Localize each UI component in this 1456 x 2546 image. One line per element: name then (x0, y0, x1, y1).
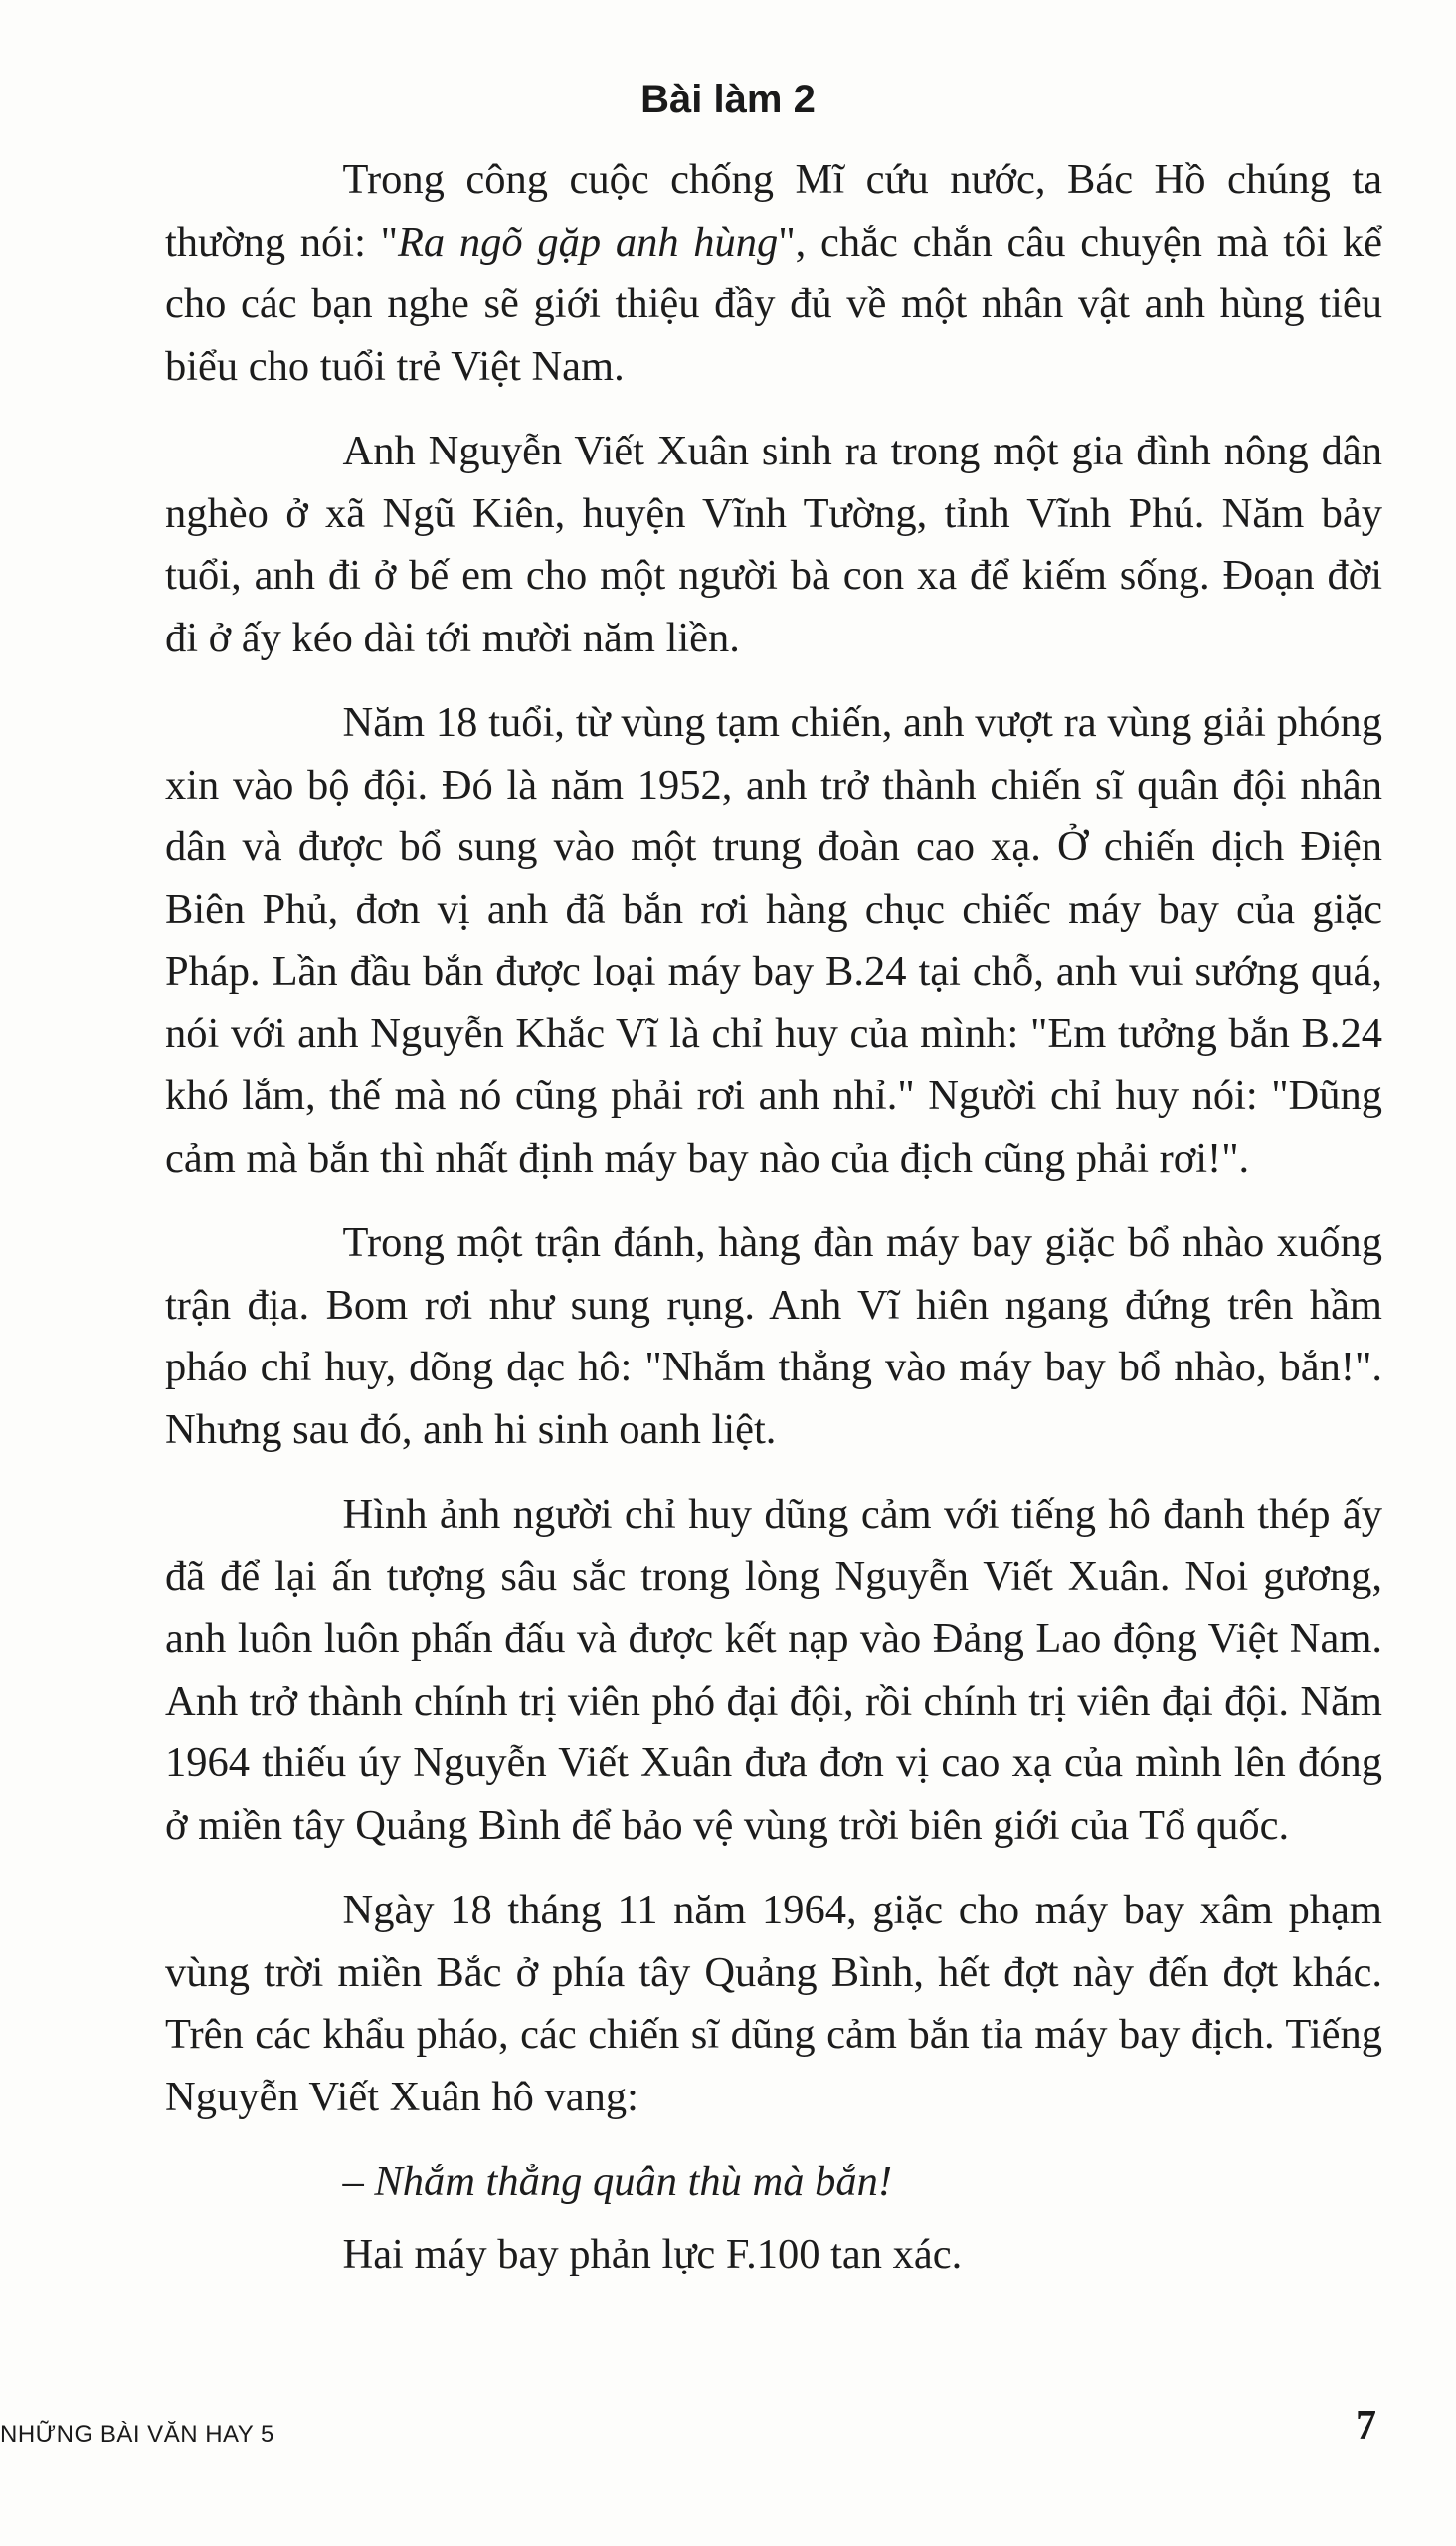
paragraph-5: Hình ảnh người chỉ huy dũng cảm với tiếng hô đanh thép ấy đã để lại ấn tượng sâu sắc trong lòng Nguyễn Viết Xuân. Noi gương, anh luôn luôn phấn đấu và được kết nạp vào Đảng Lao động Việt Nam. Anh trở thành chính trị viên phó đại đội, rồi chính trị viên đại đội. Năm 1964 thiếu úy Nguyễn Viết Xuân đưa đơn vị cao xạ của mình lên đóng ở miền tây Quảng Bình để bảo vệ vùng trời biên giới của Tổ quốc. (165, 1491, 1382, 1849)
paragraph-3: Năm 18 tuổi, từ vùng tạm chiến, anh vượt ra vùng giải phóng xin vào bộ đội. Đó là năm 1952, anh trở thành chiến sĩ quân đội nhân dân và được bổ sung vào một trung đoàn cao xạ. Ở chiến dịch Điện Biên Phủ, đơn vị anh đã bắn rơi hàng chục chiếc máy bay của giặc Pháp. Lần đầu bắn được loại máy bay B.24 tại chỗ, anh vui sướng quá, nói với anh Nguyễn Khắc Vĩ là chỉ huy của mình: "Em tưởng bắn B.24 khó lắm, thế mà nó cũng phải rơi anh nhỉ." Người chỉ huy nói: "Dũng cảm mà bắn thì nhất định máy bay nào của địch cũng phải rơi!". (165, 699, 1382, 1182)
quote-italic: Ra ngõ gặp anh hùng (397, 218, 779, 266)
dialog-line (165, 2151, 1382, 2214)
paragraph-2: Anh Nguyễn Viết Xuân sinh ra trong một gia đình nông dân nghèo ở xã Ngũ Kiên, huyện Vĩnh Tường, tỉnh Vĩnh Phú. Năm bảy tuổi, anh đi ở bế em cho một người bà con xa để kiếm sống. Đoạn đời đi ở ấy kéo dài tới mười năm liền. (165, 428, 1382, 661)
closing-line: Hai máy bay phản lực F.100 tan xác. (342, 2230, 963, 2277)
essay-title: Bài làm 2 (640, 78, 816, 121)
paragraph-1-before: Trong công cuộc chống Mĩ cứu nước, Bác Hồ chúng ta thường nói: " (165, 156, 1382, 266)
page-number: 7 (1356, 2403, 1376, 2449)
essay-body (165, 149, 1382, 2308)
paragraph-1 (165, 149, 1382, 398)
paragraph-6: Ngày 18 tháng 11 năm 1964, giặc cho máy bay xâm phạm vùng trời miền Bắc ở phía tây Quảng Bình, hết đợt này đến đợt khác. Trên các khẩu pháo, các chiến sĩ dũng cảm bắn tỉa máy bay địch. Tiếng Nguyễn Viết Xuân hô vang: (165, 1887, 1382, 2120)
paragraph-1-after: ", chắc chắn câu chuyện mà tôi kể cho các bạn nghe sẽ giới thiệu đầy đủ về một nhân vật anh hùng tiêu biểu cho tuổi trẻ Việt Nam. (165, 218, 1382, 390)
dialog-text: – Nhắm thẳng quân thù mà bắn! (342, 2158, 892, 2205)
footer-book-title: NHỮNG BÀI VĂN HAY 5 (0, 2421, 274, 2448)
paragraph-4: Trong một trận đánh, hàng đàn máy bay giặc bổ nhào xuống trận địa. Bom rơi như sung rụng. Anh Vĩ hiên ngang đứng trên hầm pháo chỉ huy, dõng dạc hô: "Nhắm thẳng vào máy bay bổ nhào, bắn!". Nhưng sau đó, anh hi sinh oanh liệt. (165, 1219, 1382, 1453)
